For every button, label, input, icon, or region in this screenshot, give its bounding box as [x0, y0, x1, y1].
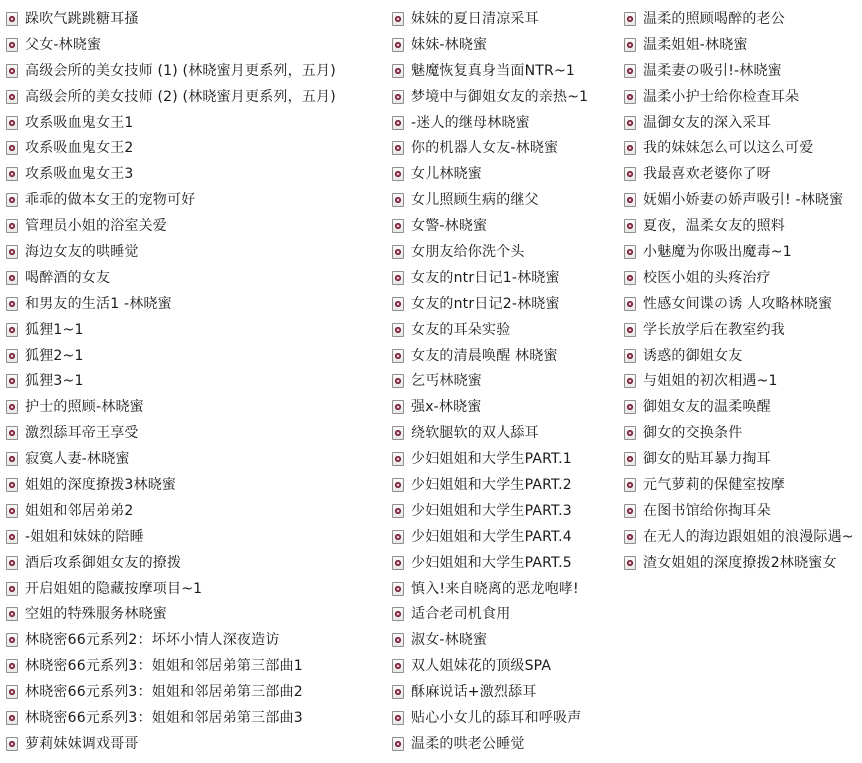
audio-file-icon — [6, 193, 18, 207]
file-name: 适合老司机食用 — [411, 606, 511, 623]
audio-file-icon — [624, 556, 636, 570]
file-name: 狐狸1~1 — [25, 321, 84, 338]
audio-file-icon — [624, 323, 636, 337]
file-name: 妹妹-林晓蜜 — [411, 36, 488, 53]
file-item[interactable] — [624, 420, 862, 446]
file-item[interactable] — [6, 32, 386, 58]
file-item[interactable] — [624, 6, 862, 32]
file-item[interactable] — [6, 58, 386, 84]
file-item[interactable] — [392, 135, 618, 161]
file-column — [0, 6, 386, 763]
file-item[interactable] — [624, 394, 862, 420]
file-item[interactable] — [392, 731, 618, 757]
file-item[interactable] — [6, 576, 386, 602]
file-name: 女友的耳朵实验 — [411, 321, 511, 338]
file-item[interactable] — [392, 317, 618, 343]
file-item[interactable] — [392, 498, 618, 524]
file-item[interactable] — [6, 84, 386, 110]
file-item[interactable] — [392, 32, 618, 58]
file-name: 淑女-林晓蜜 — [411, 632, 488, 649]
audio-file-icon — [392, 374, 404, 388]
audio-file-icon — [624, 400, 636, 414]
file-item[interactable] — [6, 110, 386, 136]
file-name: 酥麻说话+激烈舔耳 — [411, 684, 537, 701]
file-item[interactable] — [6, 472, 386, 498]
audio-file-icon — [392, 141, 404, 155]
file-name: 激烈舔耳帝王享受 — [25, 425, 139, 442]
file-item[interactable] — [6, 627, 386, 653]
file-name: 管理员小姐的浴室关爱 — [25, 218, 167, 235]
file-item[interactable] — [624, 265, 862, 291]
file-name: 攻系吸血鬼女王2 — [25, 140, 134, 157]
file-name: -迷人的继母林晓蜜 — [411, 114, 530, 131]
file-item[interactable] — [392, 524, 618, 550]
audio-file-icon — [6, 64, 18, 78]
audio-file-icon — [624, 374, 636, 388]
audio-file-icon — [624, 219, 636, 233]
audio-file-icon — [6, 582, 18, 596]
file-item[interactable] — [392, 187, 618, 213]
file-item[interactable] — [6, 343, 386, 369]
file-name: 绕软腿软的双人舔耳 — [411, 425, 539, 442]
audio-file-icon — [392, 12, 404, 26]
file-name: 温柔的哄老公睡觉 — [411, 735, 525, 752]
audio-file-icon — [6, 556, 18, 570]
file-item[interactable] — [6, 317, 386, 343]
file-item[interactable] — [392, 576, 618, 602]
file-item[interactable] — [392, 161, 618, 187]
file-name: 御姐女友的温柔唤醒 — [643, 399, 771, 416]
audio-file-icon — [624, 452, 636, 466]
file-item[interactable] — [6, 6, 386, 32]
audio-file-icon — [392, 426, 404, 440]
file-name: 乖乖的做本女王的宠物可好 — [25, 192, 196, 209]
file-name: 妹妹的夏日清凉采耳 — [411, 10, 539, 27]
file-name: 诱惑的御姐女友 — [643, 347, 743, 364]
file-item[interactable] — [624, 524, 862, 550]
audio-file-icon — [624, 478, 636, 492]
file-item[interactable] — [392, 627, 618, 653]
file-name: 攻系吸血鬼女王1 — [25, 114, 134, 131]
audio-file-icon — [392, 400, 404, 414]
file-item[interactable] — [392, 446, 618, 472]
file-name: 父女-林晓蜜 — [25, 36, 102, 53]
file-name: 护士的照顾-林晓蜜 — [25, 399, 144, 416]
file-item[interactable] — [392, 58, 618, 84]
file-name: 小魅魔为你吸出魔毒~1 — [643, 243, 792, 260]
file-item[interactable] — [624, 135, 862, 161]
file-name: 双人姐妹花的顶级SPA — [411, 658, 552, 675]
audio-file-icon — [392, 38, 404, 52]
file-item[interactable] — [624, 498, 862, 524]
file-name: 元气萝莉的保健室按摩 — [643, 476, 785, 493]
file-name: 喝醉酒的女友 — [25, 269, 111, 286]
audio-file-icon — [392, 685, 404, 699]
file-name: 女友的ntr日记2-林晓蜜 — [411, 295, 560, 312]
file-item[interactable] — [624, 291, 862, 317]
file-item[interactable] — [392, 601, 618, 627]
file-column — [618, 6, 862, 763]
file-name: 学长放学后在教室约我 — [643, 321, 785, 338]
audio-file-icon — [6, 607, 18, 621]
file-name: 开启姐姐的隐藏按摩项目~1 — [25, 580, 203, 597]
file-name: 慎入!来自晓离的恶龙咆哮! — [411, 580, 579, 597]
audio-file-icon — [6, 711, 18, 725]
file-item[interactable] — [392, 420, 618, 446]
file-item[interactable] — [392, 472, 618, 498]
file-item[interactable] — [392, 653, 618, 679]
file-name: 在无人的海边跟姐姐的浪漫际遇~ — [643, 528, 854, 545]
audio-file-icon — [624, 90, 636, 104]
audio-file-icon — [624, 64, 636, 78]
file-item[interactable] — [624, 213, 862, 239]
audio-file-icon — [6, 633, 18, 647]
file-item[interactable] — [6, 135, 386, 161]
file-item[interactable] — [624, 472, 862, 498]
file-item[interactable] — [624, 187, 862, 213]
file-item[interactable] — [392, 550, 618, 576]
file-item[interactable] — [624, 161, 862, 187]
file-name: 女友的ntr日记1-林晓蜜 — [411, 269, 560, 286]
file-name: 夏夜，温柔女友的照料 — [643, 218, 785, 235]
file-name: 高级会所的美女技师 (1) (林晓蜜月更系列，五月) — [25, 62, 336, 79]
file-name: 温柔妻の吸引!-林晓蜜 — [643, 62, 782, 79]
audio-file-icon — [392, 167, 404, 181]
file-item[interactable] — [624, 343, 862, 369]
file-name: 林晓密66元系列3：姐姐和邻居弟第三部曲2 — [25, 684, 303, 701]
file-item[interactable] — [6, 420, 386, 446]
audio-file-icon — [392, 504, 404, 518]
audio-file-icon — [392, 659, 404, 673]
audio-file-icon — [6, 167, 18, 181]
audio-file-icon — [6, 116, 18, 130]
audio-file-icon — [624, 349, 636, 363]
file-name: 海边女友的哄睡觉 — [25, 243, 139, 260]
file-item[interactable] — [6, 291, 386, 317]
audio-file-icon — [6, 38, 18, 52]
file-name: 温柔小护士给你检查耳朵 — [643, 88, 800, 105]
file-name: 少妇姐姐和大学生PART.1 — [411, 451, 572, 468]
file-name: 林晓密66元系列3：姐姐和邻居弟第三部曲3 — [25, 709, 303, 726]
file-item[interactable] — [392, 84, 618, 110]
audio-file-icon — [6, 323, 18, 337]
file-item[interactable] — [624, 110, 862, 136]
file-item[interactable] — [6, 161, 386, 187]
file-item[interactable] — [6, 265, 386, 291]
audio-file-icon — [6, 141, 18, 155]
audio-file-icon — [392, 90, 404, 104]
file-item[interactable] — [624, 58, 862, 84]
file-name: 校医小姐的头疼治疗 — [643, 269, 771, 286]
audio-file-icon — [624, 297, 636, 311]
audio-file-icon — [6, 12, 18, 26]
file-item[interactable] — [6, 679, 386, 705]
file-item[interactable] — [392, 705, 618, 731]
audio-file-icon — [392, 478, 404, 492]
audio-file-icon — [392, 219, 404, 233]
audio-file-icon — [6, 426, 18, 440]
file-item[interactable] — [6, 601, 386, 627]
audio-file-icon — [6, 478, 18, 492]
audio-file-icon — [624, 193, 636, 207]
audio-file-icon — [392, 349, 404, 363]
file-name: 与姐姐的初次相遇~1 — [643, 373, 778, 390]
file-item[interactable] — [624, 32, 862, 58]
file-name: 女儿照顾生病的继父 — [411, 192, 539, 209]
file-name: 狐狸3~1 — [25, 373, 84, 390]
audio-file-icon — [624, 116, 636, 130]
file-name: 姐姐和邻居弟弟2 — [25, 502, 134, 519]
audio-file-icon — [392, 323, 404, 337]
audio-file-icon — [6, 349, 18, 363]
audio-file-icon — [6, 400, 18, 414]
audio-file-icon — [392, 711, 404, 725]
file-name: 少妇姐姐和大学生PART.3 — [411, 502, 572, 519]
audio-file-icon — [6, 685, 18, 699]
file-item[interactable] — [624, 550, 862, 576]
file-item[interactable] — [6, 446, 386, 472]
file-name: -姐姐和妹妹的陪睡 — [25, 528, 144, 545]
file-name: 温柔姐姐-林晓蜜 — [643, 36, 748, 53]
file-name: 林晓密66元系列2：坏坏小情人深夜造访 — [25, 632, 280, 649]
audio-file-icon — [624, 530, 636, 544]
audio-file-icon — [392, 452, 404, 466]
audio-file-icon — [624, 38, 636, 52]
audio-file-icon — [392, 245, 404, 259]
audio-file-icon — [6, 530, 18, 544]
file-name: 女儿林晓蜜 — [411, 166, 482, 183]
file-name: 狐狸2~1 — [25, 347, 84, 364]
audio-file-icon — [392, 193, 404, 207]
audio-file-icon — [624, 141, 636, 155]
file-item[interactable] — [392, 343, 618, 369]
file-name: 魅魔恢复真身当面NTR~1 — [411, 62, 575, 79]
audio-file-icon — [6, 90, 18, 104]
file-name: 梦境中与御姐女友的亲热~1 — [411, 88, 589, 105]
file-name: 妩媚小娇妻の娇声吸引! -林晓蜜 — [643, 192, 844, 209]
audio-file-icon — [6, 271, 18, 285]
audio-file-icon — [6, 504, 18, 518]
file-name: 萝莉妹妹调戏哥哥 — [25, 735, 139, 752]
audio-file-icon — [392, 556, 404, 570]
audio-file-icon — [392, 582, 404, 596]
file-item[interactable] — [6, 653, 386, 679]
file-item[interactable] — [392, 110, 618, 136]
file-name: 和男友的生活1 -林晓蜜 — [25, 295, 172, 312]
file-name: 少妇姐姐和大学生PART.5 — [411, 554, 572, 571]
file-name: 女朋友给你洗个头 — [411, 243, 525, 260]
file-name: 温柔的照顾喝醉的老公 — [643, 10, 785, 27]
file-name: 御女的交换条件 — [643, 425, 743, 442]
file-name: 林晓密66元系列3：姐姐和邻居弟第三部曲1 — [25, 658, 303, 675]
audio-file-icon — [6, 219, 18, 233]
file-item[interactable] — [392, 368, 618, 394]
file-item[interactable] — [392, 291, 618, 317]
file-item[interactable] — [392, 239, 618, 265]
file-item[interactable] — [624, 239, 862, 265]
audio-file-icon — [392, 607, 404, 621]
audio-file-icon — [392, 271, 404, 285]
audio-file-icon — [6, 737, 18, 751]
audio-file-icon — [392, 530, 404, 544]
file-item[interactable] — [624, 317, 862, 343]
file-column — [386, 6, 618, 763]
file-name: 在图书馆给你掏耳朵 — [643, 502, 771, 519]
file-item[interactable] — [6, 213, 386, 239]
file-item[interactable] — [6, 187, 386, 213]
file-item[interactable] — [392, 213, 618, 239]
audio-file-icon — [6, 659, 18, 673]
file-name: 强x-林晓蜜 — [411, 399, 482, 416]
audio-file-icon — [6, 245, 18, 259]
audio-file-icon — [392, 737, 404, 751]
file-item[interactable] — [624, 368, 862, 394]
file-name: 温御女友的深入采耳 — [643, 114, 771, 131]
file-name: 贴心小女儿的舔耳和呼吸声 — [411, 709, 582, 726]
audio-file-icon — [624, 167, 636, 181]
audio-file-icon — [624, 12, 636, 26]
file-name: 女警-林晓蜜 — [411, 218, 488, 235]
file-name: 少妇姐姐和大学生PART.4 — [411, 528, 572, 545]
file-name: 少妇姐姐和大学生PART.2 — [411, 476, 572, 493]
file-name: 攻系吸血鬼女王3 — [25, 166, 134, 183]
file-name: 渣女姐姐的深度撩拨2林晓蜜女 — [643, 554, 837, 571]
file-item[interactable] — [392, 6, 618, 32]
file-item[interactable] — [392, 394, 618, 420]
file-name: 乞丐林晓蜜 — [411, 373, 482, 390]
file-name: 姐姐的深度撩拨3林晓蜜 — [25, 476, 177, 493]
file-item[interactable] — [6, 368, 386, 394]
file-item[interactable] — [6, 239, 386, 265]
file-item[interactable] — [6, 705, 386, 731]
file-name: 我最喜欢老婆你了呀 — [643, 166, 771, 183]
file-item[interactable] — [6, 731, 386, 757]
audio-file-icon — [392, 64, 404, 78]
file-item[interactable] — [6, 394, 386, 420]
audio-file-icon — [624, 504, 636, 518]
audio-file-icon — [6, 297, 18, 311]
file-name: 性感女间谍の诱 人攻略林晓蜜 — [643, 295, 833, 312]
file-name: 你的机器人女友-林晓蜜 — [411, 140, 559, 157]
audio-file-icon — [6, 374, 18, 388]
file-name: 跺吹气跳跳糖耳搔 — [25, 10, 139, 27]
file-item[interactable] — [6, 498, 386, 524]
file-name: 女友的清晨唤醒 林晓蜜 — [411, 347, 558, 364]
file-item[interactable] — [6, 524, 386, 550]
audio-file-icon — [6, 452, 18, 466]
audio-file-icon — [392, 116, 404, 130]
file-name: 寂寞人妻-林晓蜜 — [25, 451, 130, 468]
file-name: 御女的贴耳暴力掏耳 — [643, 451, 771, 468]
audio-file-icon — [392, 297, 404, 311]
audio-file-icon — [624, 245, 636, 259]
file-list — [0, 6, 862, 763]
file-name: 高级会所的美女技师 (2) (林晓蜜月更系列，五月) — [25, 88, 336, 105]
file-name: 酒后攻系御姐女友的撩拨 — [25, 554, 182, 571]
file-name: 我的妹妹怎么可以这么可爱 — [643, 140, 814, 157]
file-item[interactable] — [392, 265, 618, 291]
audio-file-icon — [624, 426, 636, 440]
file-name: 空姐的特殊服务林晓蜜 — [25, 606, 167, 623]
file-item[interactable] — [392, 679, 618, 705]
file-item[interactable] — [6, 550, 386, 576]
file-item[interactable] — [624, 84, 862, 110]
audio-file-icon — [392, 633, 404, 647]
audio-file-icon — [624, 271, 636, 285]
file-item[interactable] — [624, 446, 862, 472]
